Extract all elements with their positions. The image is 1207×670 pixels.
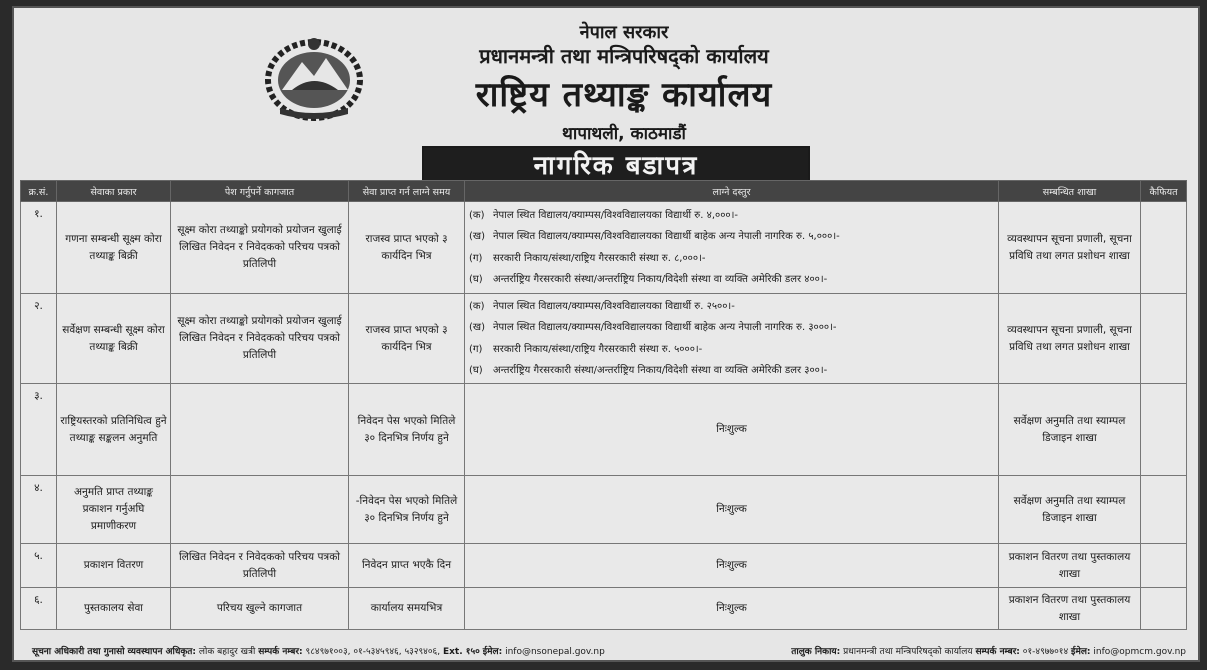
footer-ext: Ext. १५० [442,647,480,657]
col-header-time: सेवा प्राप्त गर्न लाग्ने समय [349,181,465,202]
office-title: राष्ट्रिय तथ्याङ्क कार्यालय [475,75,773,115]
row-branch: सर्वेक्षण अनुमति तथा स्याम्पल डिजाइन शाखा [999,476,1141,544]
fee-line [469,269,995,291]
footer-parent-email-label: ईमेल: [1071,647,1091,657]
footer-parent-email-link[interactable]: info@opmcm.gov.np [1093,647,1186,657]
table-row [21,294,1187,384]
col-header-fee: लाग्ने दस्तुर [465,181,999,202]
table-row [21,476,1187,544]
row-remarks [1141,294,1187,384]
row-sn: १. [21,202,57,294]
charter-banner: नागरिक बडापत्र [422,146,810,186]
fee-line [469,339,995,361]
row-service: पुस्तकालय सेवा [57,588,171,630]
row-branch: व्यवस्थापन सूचना प्रणाली, सूचना प्रविधि तथा लगत प्रशोधन शाखा [999,294,1141,384]
fee-line [469,205,995,227]
row-sn: ४. [21,476,57,544]
fee-text: अन्तर्राष्ट्रिय गैरसरकारी संस्था/अन्तर्राष्ट्रिय निकाय/विदेशी संस्था वा व्यक्ति अमेरिकी डलर ४००।- [493,274,828,285]
row-time: राजस्व प्राप्त भएको ३ कार्यदिन भित्र [349,202,465,294]
col-header-service: सेवाका प्रकार [57,181,171,202]
fee-label: (ग) [469,343,483,355]
table-row [21,544,1187,588]
col-header-remarks: कैफियत [1141,181,1187,202]
fee-line [469,317,995,339]
footer-officer-label: सूचना अधिकारी तथा गुनासो व्यवस्थापन अधिकृत: [32,647,197,657]
col-header-branch: सम्बन्धित शाखा [999,181,1141,202]
row-fee [465,294,999,384]
footer-parent-body [791,644,1186,657]
row-documents: परिचय खुल्ने कागजात [171,588,349,630]
footer-contact-label: सम्पर्क नम्बर: [258,647,303,657]
fee-text: सरकारी निकाय/संस्था/राष्ट्रिय गैरसरकारी संस्था रु. ८,०००।- [493,252,706,264]
row-service: राष्ट्रियस्तरको प्रतिनिधित्व हुने तथ्याङ्क सङ्कलन अनुमति [57,384,171,476]
fee-label: (ग) [469,252,483,264]
row-fee: निःशुल्क [465,384,999,476]
fee-text: नेपाल स्थित विद्यालय/क्याम्पस/विश्वविद्यालयका विद्यार्थी रु. ४,०००।- [493,209,738,221]
row-time: निवेदन प्राप्त भएकै दिन [349,544,465,588]
fee-text: अन्तर्राष्ट्रिय गैरसरकारी संस्था/अन्तर्राष्ट्रिय निकाय/विदेशी संस्था वा व्यक्ति अमेरिकी डलर ३००।- [493,365,828,376]
row-documents: सूक्ष्म कोरा तथ्याङ्को प्रयोगको प्रयोजन खुलाई लिखित निवेदन र निवेदकको परिचय पत्रको प्रतिलिपी [171,294,349,384]
row-sn: ६. [21,588,57,630]
fee-line [469,248,995,270]
government-name: नेपाल सरकार [579,22,669,43]
fee-line [469,360,995,382]
row-documents [171,384,349,476]
row-branch: व्यवस्थापन सूचना प्रणाली, सूचना प्रविधि तथा लगत प्रशोधन शाखा [999,202,1141,294]
footer-parent-name: प्रधानमन्त्री तथा मन्त्रिपरिषद्को कार्यालय [843,647,973,657]
table-row [21,588,1187,630]
row-fee: निःशुल्क [465,476,999,544]
row-documents: लिखित निवेदन र निवेदकको परिचय पत्रको प्रतिलिपी [171,544,349,588]
row-remarks [1141,476,1187,544]
footer-parent-contact-label: सम्पर्क नम्बर: [975,647,1020,657]
fee-line [469,296,995,318]
footer-info-officer [32,644,605,657]
footer-email-link[interactable]: info@nsonepal.gov.np [505,647,605,657]
fee-label: (ख) [469,322,485,333]
footer-officer-name: लोक बहादुर खत्री [198,647,256,657]
row-documents [171,476,349,544]
row-service: सर्वेक्षण सम्बन्धी सूक्ष्म कोरा तथ्याङ्क बिक्री [57,294,171,384]
footer-parent-label: तालुक निकाय: [791,647,841,657]
row-fee [465,202,999,294]
fee-text: सरकारी निकाय/संस्था/राष्ट्रिय गैरसरकारी संस्था रु. ५०००।- [493,343,703,355]
row-sn: ५. [21,544,57,588]
footer-email-label: ईमेल: [482,647,503,657]
footer [12,638,1200,662]
row-sn: ३. [21,384,57,476]
table-header-row [21,181,1187,202]
footer-contact-numbers: ९८४९७१००३, ०१-५३४५९४६, ५३२९४०६, [305,647,441,657]
row-branch: सर्वेक्षण अनुमति तथा स्याम्पल डिजाइन शाखा [999,384,1141,476]
row-sn: २. [21,294,57,384]
fee-text: नेपाल स्थित विद्यालय/क्याम्पस/विश्वविद्यालयका विद्यार्थी बाहेक अन्य नेपाली नागरिक रु. ५,०००।- [493,231,840,242]
fee-text: नेपाल स्थित विद्यालय/क्याम्पस/विश्वविद्यालयका विद्यार्थी बाहेक अन्य नेपाली नागरिक रु. ३०००।- [493,322,837,333]
row-remarks [1141,202,1187,294]
row-time: राजस्व प्राप्त भएको ३ कार्यदिन भित्र [349,294,465,384]
row-time: निवेदन पेस भएको मितिले ३० दिनभित्र निर्णय हुने [349,384,465,476]
charter-table [20,180,1187,630]
row-remarks [1141,588,1187,630]
row-documents: सूक्ष्म कोरा तथ्याङ्को प्रयोगको प्रयोजन खुलाई लिखित निवेदन र निवेदकको परिचय पत्रको प्रतिलिपी [171,202,349,294]
fee-line [469,226,995,248]
ministry-name: प्रधानमन्त्री तथा मन्त्रिपरिषद्को कार्यालय [479,44,769,68]
col-header-documents: पेश गर्नुपर्ने कागजात [171,181,349,202]
fee-label: (घ) [469,365,483,376]
row-time: -निवेदन पेस भएको मितिले ३० दिनभित्र निर्णय हुने [349,476,465,544]
table-row [21,384,1187,476]
fee-label: (क) [469,300,485,312]
office-address: थापाथली, काठमाडौं [562,124,686,144]
row-remarks [1141,384,1187,476]
row-time: कार्यालय समयभित्र [349,588,465,630]
row-fee: निःशुल्क [465,544,999,588]
row-service: प्रकाशन वितरण [57,544,171,588]
fee-text: नेपाल स्थित विद्यालय/क्याम्पस/विश्वविद्यालयका विद्यार्थी रु. २५००।- [493,300,735,312]
col-header-sn: क्र.सं. [21,181,57,202]
row-service: अनुमति प्राप्त तथ्याङ्क प्रकाशन गर्नुअघि प्रमाणीकरण [57,476,171,544]
row-service: गणना सम्बन्धी सूक्ष्म कोरा तथ्याङ्क बिक्री [57,202,171,294]
footer-parent-contact: ०१-४९७७०१४ [1022,647,1069,657]
row-remarks [1141,544,1187,588]
table-row [21,202,1187,294]
fee-label: (ख) [469,231,485,242]
fee-label: (घ) [469,274,483,285]
row-branch: प्रकाशन वितरण तथा पुस्तकालय शाखा [999,544,1141,588]
fee-label: (क) [469,209,485,221]
row-fee: निःशुल्क [465,588,999,630]
row-branch: प्रकाशन वितरण तथा पुस्तकालय शाखा [999,588,1141,630]
